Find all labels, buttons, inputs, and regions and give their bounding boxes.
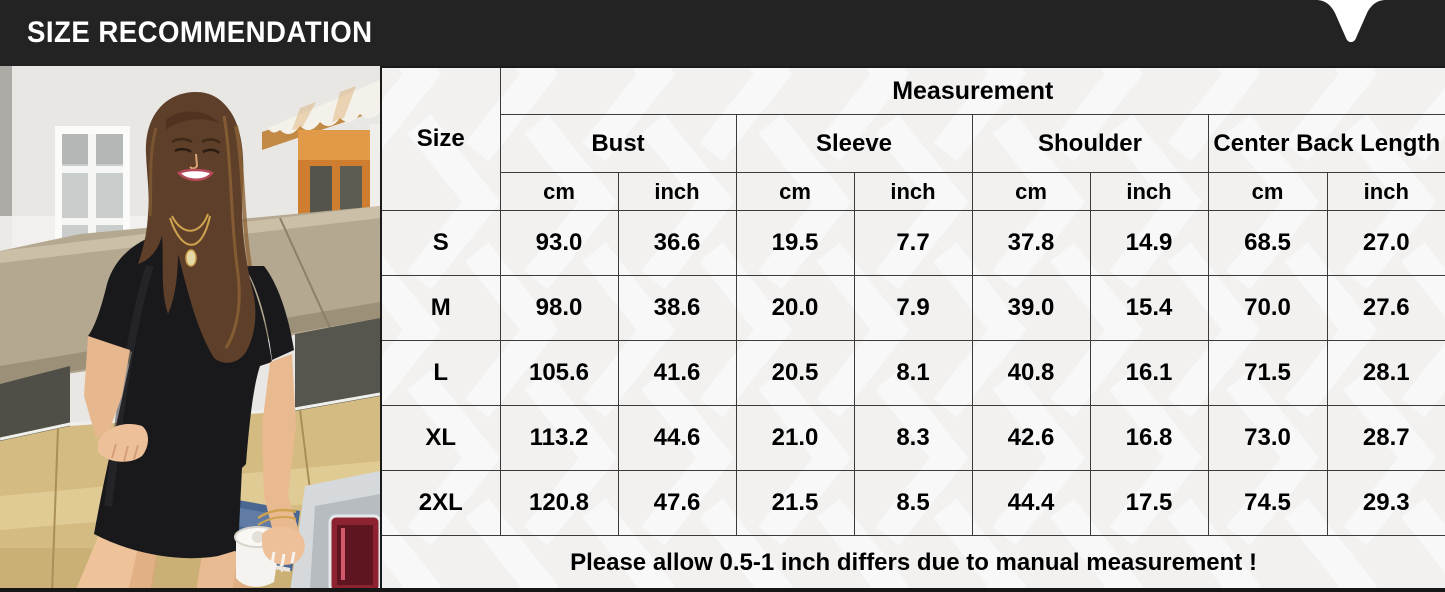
value-cell: 40.8: [972, 341, 1090, 406]
column-header-bust: Bust: [500, 115, 736, 173]
value-cell: 73.0: [1208, 406, 1327, 471]
value-cell: 98.0: [500, 276, 618, 341]
measurement-footnote: Please allow 0.5-1 inch differs due to manual measurement !: [381, 536, 1445, 591]
unit-header: cm: [972, 173, 1090, 211]
column-header-shoulder: Shoulder: [972, 115, 1208, 173]
value-cell: 16.1: [1090, 341, 1208, 406]
column-header-sleeve: Sleeve: [736, 115, 972, 173]
value-cell: 17.5: [1090, 471, 1208, 536]
value-cell: 38.6: [618, 276, 736, 341]
size-table-panel: [380, 66, 1445, 592]
value-cell: 21.5: [736, 471, 854, 536]
value-cell: 36.6: [618, 210, 736, 275]
measurement-group-header: Measurement: [500, 67, 1445, 115]
size-label: L: [381, 341, 500, 406]
value-cell: 44.6: [618, 406, 736, 471]
unit-header: inch: [1090, 173, 1208, 211]
value-cell: 47.6: [618, 471, 736, 536]
size-label: XL: [381, 406, 500, 471]
size-label: 2XL: [381, 471, 500, 536]
value-cell: 21.0: [736, 406, 854, 471]
value-cell: 71.5: [1208, 341, 1327, 406]
value-cell: 15.4: [1090, 276, 1208, 341]
bottom-border: [0, 588, 1445, 592]
value-cell: 44.4: [972, 471, 1090, 536]
model-photo: [0, 66, 380, 592]
value-cell: 14.9: [1090, 210, 1208, 275]
value-cell: 20.0: [736, 276, 854, 341]
value-cell: 105.6: [500, 341, 618, 406]
table-row-s: [381, 210, 1445, 275]
unit-header: cm: [500, 173, 618, 211]
value-cell: 93.0: [500, 210, 618, 275]
value-cell: 28.7: [1327, 406, 1445, 471]
value-cell: 70.0: [1208, 276, 1327, 341]
page-title: SIZE RECOMMENDATION: [27, 16, 373, 49]
unit-header: inch: [854, 173, 972, 211]
model-photo-illustration: [0, 66, 380, 592]
value-cell: 27.6: [1327, 276, 1445, 341]
value-cell: 42.6: [972, 406, 1090, 471]
value-cell: 120.8: [500, 471, 618, 536]
size-label: M: [381, 276, 500, 341]
value-cell: 113.2: [500, 406, 618, 471]
value-cell: 8.3: [854, 406, 972, 471]
value-cell: 19.5: [736, 210, 854, 275]
unit-header: inch: [618, 173, 736, 211]
size-label: S: [381, 210, 500, 275]
value-cell: 37.8: [972, 210, 1090, 275]
value-cell: 7.7: [854, 210, 972, 275]
value-cell: 16.8: [1090, 406, 1208, 471]
table-row-xl: [381, 406, 1445, 471]
value-cell: 29.3: [1327, 471, 1445, 536]
size-corner-header: Size: [381, 67, 500, 210]
column-header-center-back-length: Center Back Length: [1208, 115, 1445, 173]
value-cell: 74.5: [1208, 471, 1327, 536]
table-row-l: [381, 341, 1445, 406]
v-ribbon-icon: [1316, 0, 1386, 47]
unit-header: inch: [1327, 173, 1445, 211]
table-row-m: [381, 276, 1445, 341]
value-cell: 68.5: [1208, 210, 1327, 275]
value-cell: 28.1: [1327, 341, 1445, 406]
value-cell: 8.5: [854, 471, 972, 536]
value-cell: 7.9: [854, 276, 972, 341]
size-table: [380, 66, 1445, 592]
value-cell: 41.6: [618, 341, 736, 406]
value-cell: 27.0: [1327, 210, 1445, 275]
value-cell: 8.1: [854, 341, 972, 406]
value-cell: 20.5: [736, 341, 854, 406]
unit-header: cm: [1208, 173, 1327, 211]
table-row-2xl: [381, 471, 1445, 536]
header-bar: [0, 0, 1445, 66]
value-cell: 39.0: [972, 276, 1090, 341]
unit-header: cm: [736, 173, 854, 211]
